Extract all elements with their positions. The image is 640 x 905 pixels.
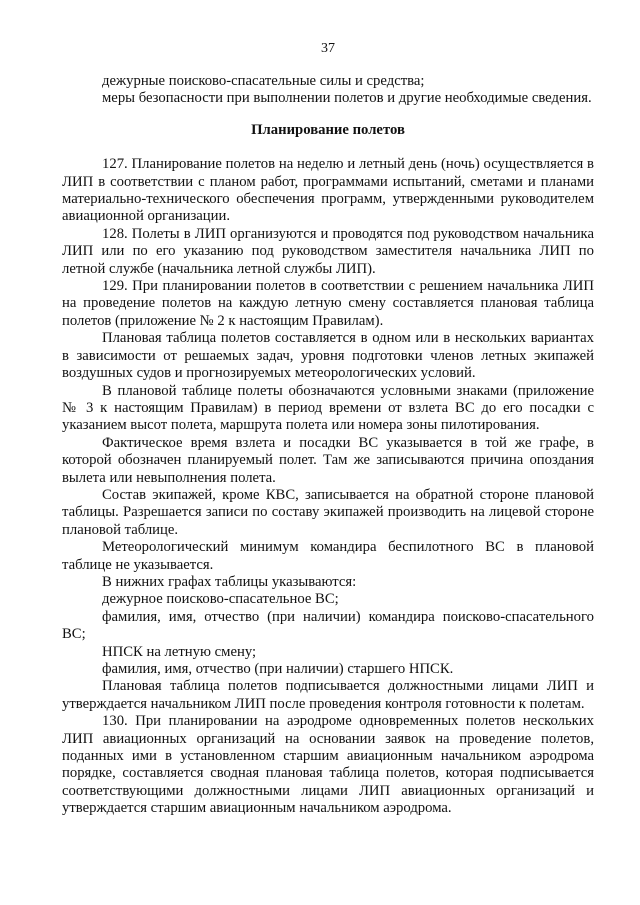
paragraph: В нижних графах таблицы указываются: <box>102 573 357 590</box>
paragraph: 127. Планирование полетов на неделю и летный день (ночь) осуществляется в ЛИП в соответствии с планом работ, программами испытаний, сметами и планами материально-технического обеспечения программ, утвержденными руководителем авиационной организации. <box>62 156 594 225</box>
paragraph: Метеорологический минимум командира беспилотного ВС в плановой таблице не указывается. <box>62 539 594 573</box>
paragraph: 128. Полеты в ЛИП организуются и проводятся под руководством начальника ЛИП или по его указанию под руководством заместителя начальника ЛИП по летной службе (начальника летной службы ЛИП). <box>62 225 594 277</box>
paragraph: фамилия, имя, отчество (при наличии) старшего НПСК. <box>102 661 454 677</box>
paragraph: меры безопасности при выполнении полетов и другие необходимые сведения. <box>102 90 592 107</box>
document-body <box>62 73 594 818</box>
section-title: Планирование полетов <box>251 121 405 138</box>
paragraph: Плановая таблица полетов составляется в одном или в нескольких вариантах в зависимости от решаемых задач, уровня подготовки членов летных экипажей воздушных судов и прогнозируемых метеорологических условий. <box>62 330 594 382</box>
paragraph: Плановая таблица полетов подписывается должностными лицами ЛИП и утверждается начальником ЛИП после проведения контроля готовности к полетам. <box>62 678 594 712</box>
paragraph: дежурные поисково-спасательные силы и средства; <box>102 73 425 89</box>
paragraph: фамилия, имя, отчество (при наличии) командира поисково-спасательного ВС; <box>62 608 594 643</box>
paragraph: В плановой таблице полеты обозначаются условными знаками (приложение № 3 к настоящим Правилам) в период времени от взлета ВС до его посадки с указанием высот полета, маршрута полета или номера зоны пилотирования. <box>62 382 594 434</box>
paragraph: Состав экипажей, кроме КВС, записывается на обратной стороне плановой таблицы. Разрешается записи по составу экипажей производить на лицевой стороне плановой таблице. <box>62 486 594 538</box>
paragraph: 129. При планировании полетов в соответствии с решением начальника ЛИП на проведение полетов на каждую летную смену составляется плановая таблица полетов (приложение № 2 к настоящим Правилам). <box>62 278 594 329</box>
paragraph: НПСК на летную смену; <box>102 643 257 660</box>
paragraph: дежурное поисково-спасательное ВС; <box>102 591 339 608</box>
paragraph: 130. При планировании на аэродроме одновременных полетов нескольких ЛИП авиационных организаций на основании заявок на проведение полетов, поданных ими в установленном старшим авиационным начальником аэродрома порядке, составляется сводная плановая таблица полетов, которая подписывается соответствующими должностными лицами ЛИП авиационных организаций и утверждается старшим авиационным начальником аэродрома. <box>62 713 594 817</box>
page-number: 37 <box>321 41 335 56</box>
paragraph: Фактическое время взлета и посадки ВС указывается в той же графе, в которой обозначен планируемый полет. Там же записываются причина опоздания вылета или невыполнения полета. <box>62 434 594 486</box>
